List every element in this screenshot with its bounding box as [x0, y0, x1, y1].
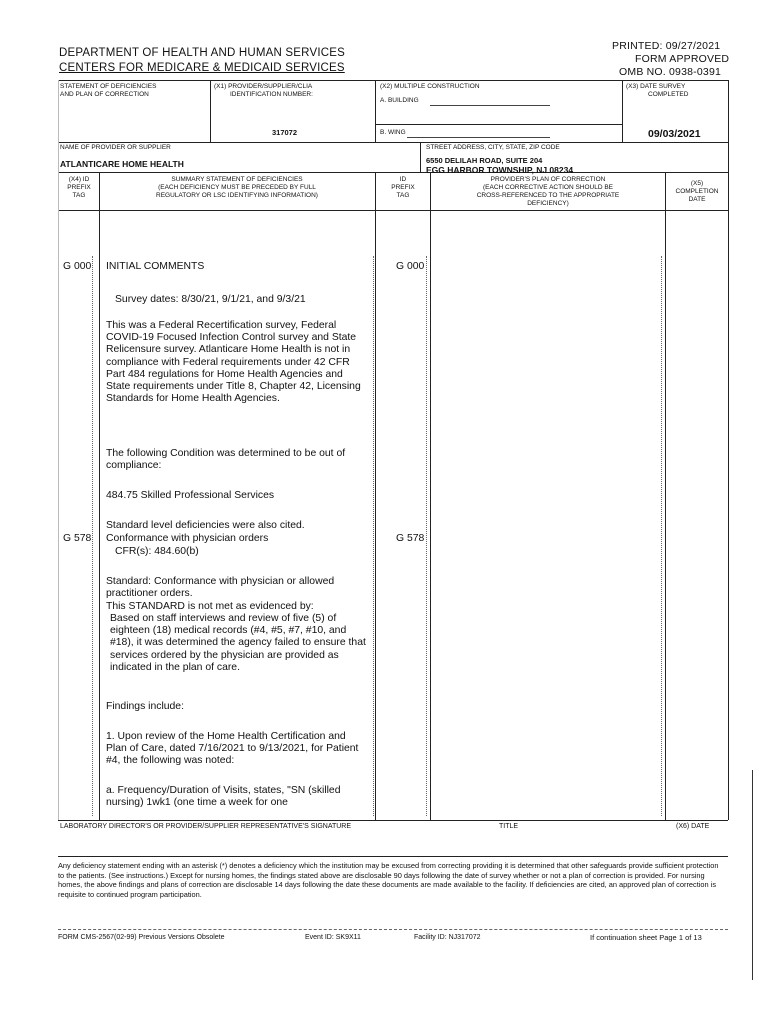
x3-label-2: COMPLETED	[648, 91, 689, 98]
survey-completed-date: 09/03/2021	[648, 128, 701, 140]
signature-label: LABORATORY DIRECTOR'S OR PROVIDER/SUPPLIER REPRESENTATIVE'S SIGNATURE	[60, 823, 352, 830]
standard-text: Standard: Conformance with physician or allowed practitioner orders.	[106, 576, 335, 600]
form-approved: FORM APPROVED	[635, 53, 730, 65]
finding-item-a: a. Frequency/Duration of Visits, states, "SN (skilled nursing) 1wk1 (one time a week for one	[106, 785, 341, 809]
department-title: DEPARTMENT OF HEALTH AND HUMAN SERVICES	[59, 47, 345, 59]
x3-label-1: (X3) DATE SURVEY	[626, 83, 686, 90]
centers-title: CENTERS FOR MEDICARE & MEDICAID SERVICES	[59, 62, 345, 74]
id-label-3: TAG	[396, 192, 410, 199]
event-id: Event ID: SK9X11	[305, 934, 361, 941]
finding-item-1: 1. Upon review of the Home Health Certification and Plan of Care, dated 7/16/2021 to 9/13/2021, for Patient #4, the following was noted:	[106, 731, 359, 767]
x5-label-2: COMPLETION	[675, 188, 719, 195]
plan-label-1: PROVIDER'S PLAN OF CORRECTION	[490, 176, 606, 183]
summary-label-2: (EACH DEFICIENCY MUST BE PRECEDED BY FULL	[158, 184, 316, 191]
disclaimer-text: Any deficiency statement ending with an asterisk (*) denotes a deficiency which the institution may be excused from correcting providing it is determined that other safeguards provide sufficient protection to the patients. (See instructions.) Except for nursing homes, the findings stated above are disclosable 90 days following the date of survey whether or not a plan of correction is provided. For nursing homes, the above findings and plans of correction are disclosable 14 days following the date these documents are made available to the facility. If deficiencies are cited, an approved plan of correction is requisite to continued program participation.	[58, 861, 719, 899]
building-label: A. BUILDING	[380, 97, 419, 104]
condition-item: 484.75 Skilled Professional Services	[106, 490, 275, 501]
plan-label-3: CROSS-REFERENCED TO THE APPROPRIATE	[476, 192, 620, 199]
provider-id-value: 317072	[272, 128, 298, 137]
plan-label-2: (EACH CORRECTIVE ACTION SHOULD BE	[482, 184, 614, 191]
address-line-2: EGG HARBOR TOWNSHIP, NJ 08234	[426, 165, 574, 175]
id-label-1: ID	[399, 176, 407, 183]
plan-label-4: DEFICIENCY)	[527, 200, 569, 207]
tag-g578-right: G 578	[396, 533, 425, 544]
tag-g000-left: G 000	[63, 261, 92, 272]
x6-date-label: (X6) DATE	[676, 823, 710, 830]
x4-label-2: PREFIX	[67, 184, 91, 191]
condition-intro: The following Condition was determined to be out of compliance:	[106, 448, 346, 472]
x1-label-1: (X1) PROVIDER/SUPPLIER/CLIA	[214, 83, 313, 90]
x4-label-3: TAG	[72, 192, 86, 199]
initial-comments-heading: INITIAL COMMENTS	[106, 261, 205, 272]
cfr-reference: CFR(s): 484.60(b)	[115, 546, 199, 557]
x1-label-2: IDENTIFICATION NUMBER:	[230, 91, 313, 98]
address-label: STREET ADDRESS, CITY, STATE, ZIP CODE	[426, 144, 560, 151]
id-label-2: PREFIX	[391, 184, 415, 191]
provider-name-label: NAME OF PROVIDER OR SUPPLIER	[60, 144, 171, 151]
statement-label-2: AND PLAN OF CORRECTION	[60, 91, 149, 98]
printed-date: PRINTED: 09/27/2021	[612, 40, 721, 52]
intro-paragraph: This was a Federal Recertification survey, Federal COVID-19 Focused Infection Control survey and State Relicensure survey. Atlanticare Home Health is not in compliance with Federal requirements under 42 CFR Part 484 regulations for Home Health Agencies and State requirements under Title 8, Chapter 42, Licensing Standards for Home Health Agencies.	[106, 320, 361, 405]
omb-number: OMB NO. 0938-0391	[619, 66, 722, 78]
statement-label-1: STATEMENT OF DEFICIENCIES	[60, 83, 157, 90]
tag-g578-left: G 578	[63, 533, 92, 544]
based-on-paragraph: Based on staff interviews and review of five (5) of eighteen (18) medical records (#4, #5, #7, #10, and #18), it was determined the agency failed to ensure that services ordered by the physician are provided as indicated in the plan of care.	[110, 613, 366, 673]
x5-label-3: DATE	[688, 196, 706, 203]
address-line-1: 6550 DELILAH ROAD, SUITE 204	[426, 156, 543, 165]
summary-label-3: REGULATORY OR LSC IDENTIFYING INFORMATION)	[156, 192, 318, 199]
provider-name-value: ATLANTICARE HOME HEALTH	[60, 159, 184, 169]
x5-label-1: (X5)	[690, 180, 704, 187]
standard-cited: Standard level deficiencies were also cited.	[106, 520, 305, 531]
facility-id: Facility ID: NJ317072	[414, 934, 481, 941]
form-number: FORM CMS-2567(02-99) Previous Versions Obsolete	[58, 934, 225, 941]
wing-label: B. WING	[380, 129, 406, 136]
summary-label-1: SUMMARY STATEMENT OF DEFICIENCIES	[171, 176, 303, 183]
tag-g000-right: G 000	[396, 261, 425, 272]
conformance-heading: Conformance with physician orders	[106, 533, 269, 544]
not-met-statement: This STANDARD is not met as evidenced by:	[106, 601, 314, 612]
findings-heading: Findings include:	[106, 701, 184, 712]
x2-label: (X2) MULTIPLE CONSTRUCTION	[380, 83, 480, 90]
x4-label-1: (X4) ID	[68, 176, 90, 183]
page-indicator: If continuation sheet Page 1 of 13	[590, 933, 702, 942]
survey-dates: Survey dates: 8/30/21, 9/1/21, and 9/3/21	[115, 294, 306, 305]
title-label: TITLE	[499, 823, 519, 830]
